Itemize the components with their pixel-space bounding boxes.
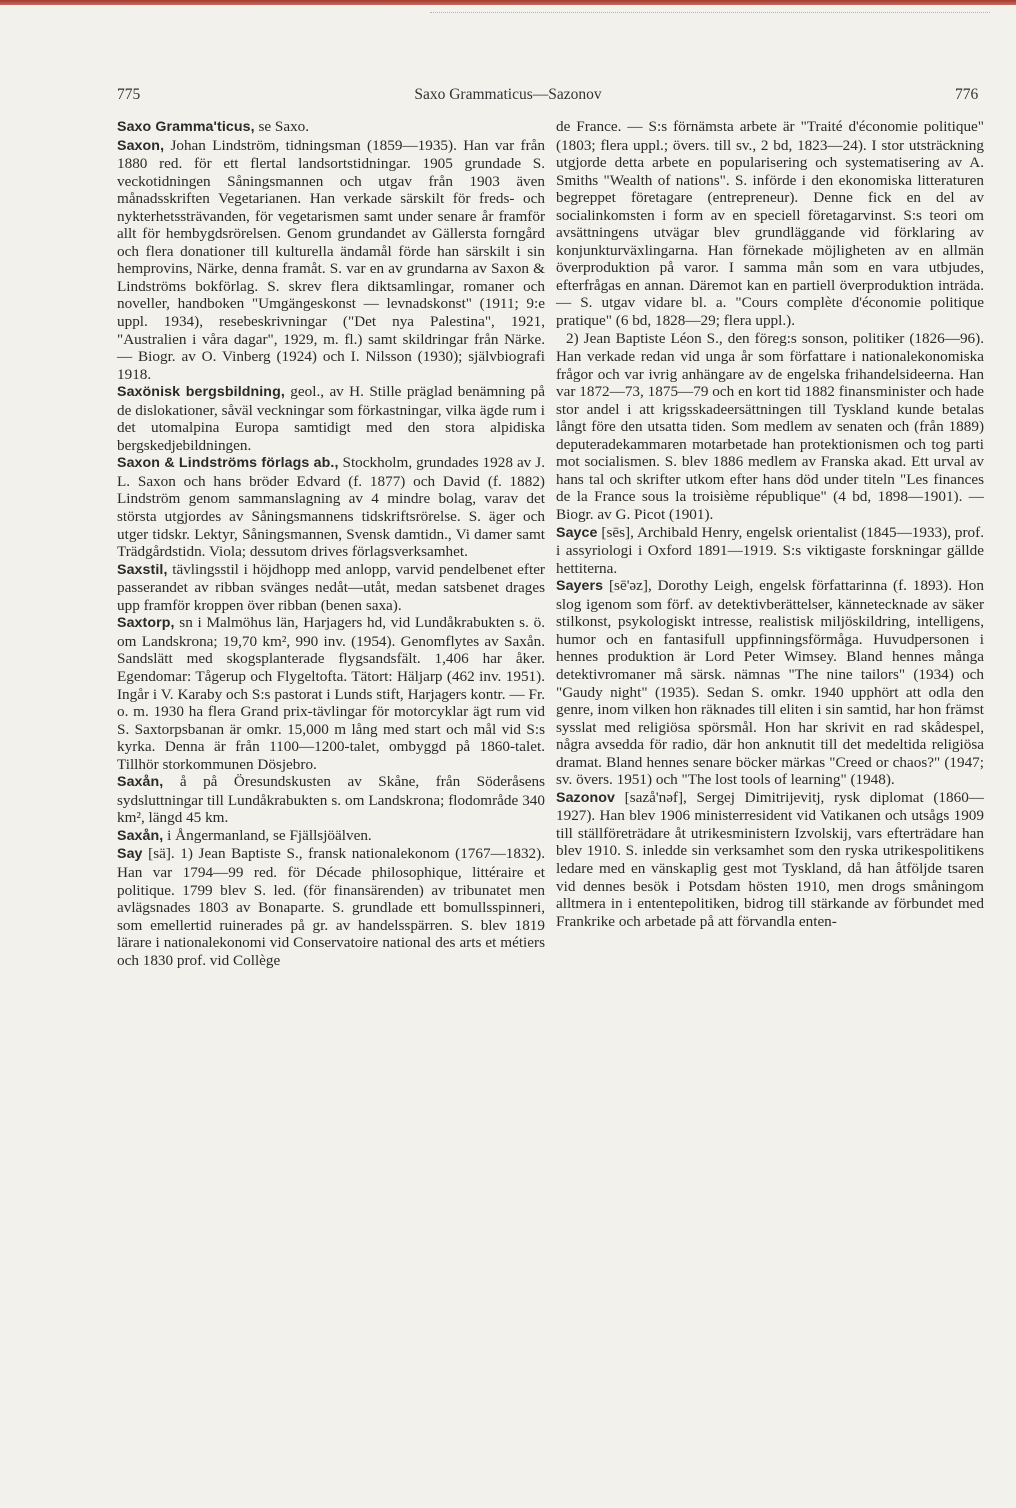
- entry-headword: Sayers: [556, 578, 604, 595]
- entry: [556, 524, 984, 578]
- entry-text: se Saxo.: [254, 118, 310, 135]
- entry-headword: Sazonov: [556, 789, 616, 806]
- entry-headword: Saxtorp,: [117, 615, 175, 632]
- entry-headword: Saxo Gramma'ticus,: [117, 119, 255, 135]
- entry: [117, 773, 545, 827]
- running-title: Saxo Grammaticus—Sazonov: [414, 86, 602, 103]
- entry-headword: Saxon,: [117, 137, 165, 154]
- entry: [117, 118, 545, 137]
- entry-headword: Saxon & Lindströms förlags ab.,: [117, 455, 339, 472]
- entry-headword: Say: [117, 846, 143, 863]
- page-number-right: 776: [955, 86, 979, 103]
- entry-text: å på Öresundskusten av Skåne, från Söderåsens sydsluttningar till Lundåkrabukten s. om Landskrona; flodområde 340 km², längd 45 km.: [117, 773, 545, 827]
- entry-text: [sazå'nəf], Sergej Dimitrijevitj, rysk diplomat (1860—1927). Han blev 1906 ministerresident vid Vatikanen och utsågs 1909 till ställföreträdare åt utrikesministern Izvolskij, vars efterträdare han blev 1910. S. inledde sin verksamhet som den ryska utrikespolitikens ledare med en vänskaplig gest mot Tyskland, då han åtföljde tsaren vid dennes besök i Potsdam hösten 1910, men drogs småningom alltmera in i ententepolitiken, bidrog till stärkande av förbundet med Frankrike och arbetade på att förvandla enten-: [556, 788, 984, 930]
- entry: [117, 614, 545, 773]
- entry-text: tävlingsstil i höjdhopp med anlopp, varvid pendelbenet efter passerandet av ribban svänges nedåt—utåt, medan satsbenet drages upp framför kroppen över ribban (benen saxa).: [117, 560, 545, 614]
- entry-subsection: [556, 330, 984, 524]
- entry: [556, 577, 984, 789]
- top-border: [0, 0, 1016, 5]
- page-number-left: 775: [117, 86, 141, 103]
- entry-headword: Saxån,: [117, 774, 164, 791]
- entry-text: [sē'əz], Dorothy Leigh, engelsk författarinna (f. 1893). Hon slog igenom som förf. av detektivberättelser, kännetecknade av säker stilkonst, psykologiskt intresse, realistisk miljöskildring, intelligens, humor och en fantasifull uppfinningsförmåga. Huvudpersonen i hennes produktion är Lord Peter Wimsey. Bland hennes många detektivromaner må särsk. nämnas "The nine tailors" (1934) och "Gaudy night" (1935). Sedan S. omkr. 1940 upphört att odla den genre, inom vilken hon räknades till eliten i sin samtid, har hon främst sysslat med religiösa spörsmål. Hon har skrivit en rad skådespel, några avsedda för radio, där hon anknutit till det medeltida religiösa dramat. Bland hennes senare böcker märkas "Creed or chaos?" (1947; sv. övers. 1951) och "The lost tools of learning" (1948).: [556, 577, 984, 789]
- entry-text: [sēs], Archibald Henry, engelsk orientalist (1845—1933), prof. i assyriologi i Oxford 1891—1919. S:s viktigaste forskningar gällde hettiterna.: [556, 523, 984, 577]
- entry-text: i Ångermanland, se Fjällsjöälven.: [163, 826, 372, 844]
- entry: [117, 845, 545, 969]
- entry-text: Johan Lindström, tidningsman (1859—1935). Han var från 1880 red. för ett flertal landsortstidningar. 1905 grundade S. veckotidningen Såningsmannen och utgav från 1903 även månadsskriften Vegetarianen. Han verkade särskilt för freds- och nykterhetssträvanden, för vegetarismen samt under senare år framför allt för hembygdsrörelsen. Genom grundandet av Gällersta forngård och flera donationer till kulturella ändamål förde han särskilt i sin hemprovins, Närke, denna framåt. S. var en av grundarna av Saxon & Lindströms bokförlag. S. skrev flera diktsamlingar, romaner och noveller, handboken "Umgängeskonst — levnadskonst" (1911; 9:e uppl. 1934), resebeskrivningar ("Det nya Palestina", 1921, "Australien i våra dagar", 1929, m. fl.) samt skildringar från Närke. — Biogr. av O. Vinberg (1924) och I. Nilsson (1930); självbiografi 1918.: [117, 136, 545, 383]
- right-column: [556, 118, 984, 930]
- entry-headword: Saxstil,: [117, 561, 168, 578]
- entry-text: Stockholm, grundades 1928 av J. L. Saxon och hans bröder Edvard (f. 1877) och David (f. 1882) Lindström genom sammanslagning av 4 mindre bolag, varav det största utgjordes av Såningsmannens tidskriftsrörelse. S. äger och utger tidskr. Lektyr, Såningsmannen, Svensk damtidn., Vi damer samt Trädgårdstidn. Viola; dessutom drives förlagsverksamhet.: [117, 454, 545, 561]
- entry-text: geol., av H. Stille präglad benämning på de dislokationer, såväl veckningar som förkastningar, vilka ägde rum i det utomalpina Europa samtidigt med den stora alpidiska bergskedjebildningen.: [117, 383, 545, 454]
- top-dotted-rule: [430, 12, 990, 14]
- entry-text: de France. — S:s förnämsta arbete är "Traité d'économie politique" (1803; flera uppl.; övers. till sv., 2 bd, 1823—24). I stor utsträckning utgjorde detta arbete en popularisering och systematisering av A. Smiths "Wealth of nations". S. införde i den ekonomiska litteraturen begreppet företagare (entrepreneur). Denne fick en del av socialinkomsten i form av en speciell företagarvinst. S:s teori om avsättningens utvägar blev grundläggande vid förklaring av konjunkturväxlingarna. Han förnekade möjligheten av en allmän överproduktion på varor. I samma mån som en vara utbjudes, efterfrågas en annan. Däremot kan en partiell överproduktion inträda. — S. utgav vidare bl. a. "Cours complète d'économie politique pratique" (6 bd, 1828—29; flera uppl.).: [556, 118, 984, 330]
- entry: [556, 789, 984, 930]
- entry: [117, 137, 545, 384]
- entry: [117, 561, 545, 615]
- entry: [117, 454, 545, 560]
- entry-text: sn i Malmöhus län, Harjagers hd, vid Lundåkrabukten s. ö. om Landskrona; 19,70 km², 990 inv. (1954). Genomflytes av Saxån. Sandslätt med skogsplanterade flygsandsfält. 1,406 har åker. Egendomar: Tågerup och Flygeltofta. Tätort: Häljarp (462 inv. 1951). Ingår i V. Karaby och S:s pastorat i Lunds stift, Harjagers kontr. — Fr. o. m. 1930 ha flera Grand prix-tävlingar för motorcyklar ägt rum vid S. Saxtorpsbanan är omkr. 15,000 m lång med start och mål vid S:s kyrka. Denna är från 1100—1200-talet, ombyggd på 1860-talet. Tillhör storkommunen Dösjebro.: [117, 614, 545, 773]
- page-header: [0, 86, 1016, 110]
- entry-headword: Sayce: [556, 524, 598, 541]
- entry-headword: Saxån,: [117, 827, 164, 844]
- entry: [117, 383, 545, 454]
- left-column: [117, 118, 545, 969]
- entry-text: 2) Jean Baptiste Léon S., den föreg:s sonson, politiker (1826—96). Han verkade redan vid unga år som författare i nationalekonomiska frågor och var ivrig anhängare av de engelska frihandelsideerna. Han var 1872—73, 1875—79 och en kort tid 1882 finansminister och hade stor andel i att krigsskadeersättningen till Tyskland kunde betalas långt före den utsatta tiden. Som medlem av senaten och (från 1889) deputeradekammaren motarbetade han protektionismen och tog parti mot socialismen. S. blev 1886 medlem av Franska akad. Ett urval av hans tal och skrifter utkom efter hans död under titeln "Les finances de la France sous la troisième république" (4 bd, 1898—1901). — Biogr. av G. Picot (1901).: [556, 329, 984, 524]
- entry: [117, 827, 545, 846]
- entry-headword: Saxönisk bergsbildning,: [117, 384, 285, 401]
- entry-text: [sä]. 1) Jean Baptiste S., fransk nationalekonom (1767—1832). Han var 1794—99 red. för Décade philosophique, littéraire et politique. 1799 blev S. led. (för finansärenden) av tribunatet men avlägsnades 1803 av Bonaparte. S. grundlade ett bomullsspinneri, som emellertid ruinerades på gr. av handelsspärren. S. blev 1819 lärare i nationalekonomi vid Conservatoire national des arts et métiers och 1830 prof. vid Collège: [117, 845, 545, 969]
- entry-continuation: [556, 118, 984, 330]
